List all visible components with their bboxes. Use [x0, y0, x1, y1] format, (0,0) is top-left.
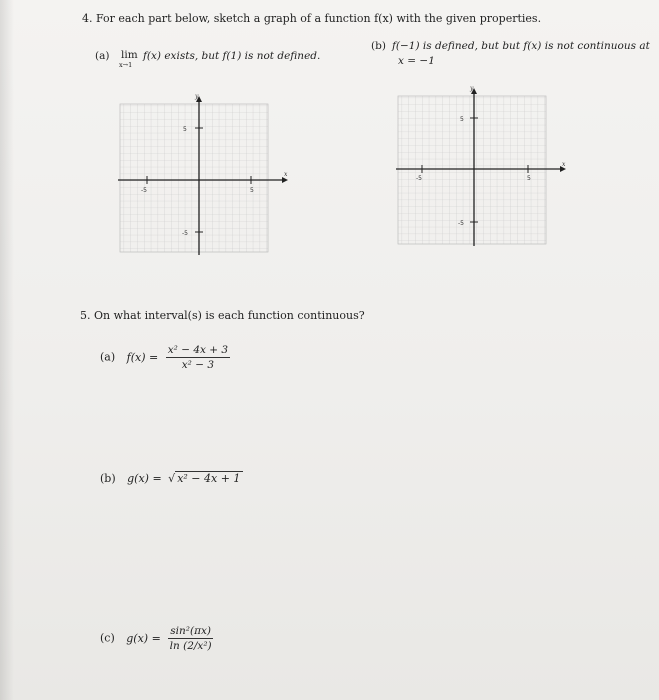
graph-a-label-xneg5: -5 — [141, 187, 147, 194]
problem-4a-label: (a) — [95, 50, 110, 62]
graph-a-grid — [120, 104, 268, 252]
problem-5b-label: (b) — [100, 472, 116, 485]
graph-b-label-xneg5: -5 — [416, 175, 422, 182]
problem-5c-label: (c) — [100, 631, 115, 645]
graph-a[interactable] — [110, 92, 290, 257]
problem-4b-condition-line2: x = −1 — [398, 55, 435, 67]
graph-a-label-x5: 5 — [250, 187, 254, 194]
problem-5a-fraction — [166, 344, 230, 371]
problem-5c-lhs: g(x) = — [126, 631, 161, 645]
problem-5-prompt: 5. On what interval(s) is each function continuous? — [80, 309, 365, 322]
graph-b-x-label: x — [562, 161, 566, 168]
problem-4b-label: (b) — [371, 40, 386, 52]
graph-b-label-yneg5: -5 — [458, 220, 464, 227]
problem-5b-lhs: g(x) = — [127, 472, 162, 485]
problem-5b-radicand: x² − 4x + 1 — [175, 471, 243, 485]
graph-a-label-yneg5: -5 — [182, 230, 188, 237]
problem-5a-numerator: x² − 4x + 3 — [167, 344, 229, 356]
problem-4-prompt: 4. For each part below, sketch a graph of a function f(x) with the given properties. — [82, 12, 542, 25]
problem-5b — [100, 472, 243, 485]
problem-5a-lhs: f(x) = — [126, 350, 159, 364]
graph-b-label-x5: 5 — [527, 175, 531, 182]
graph-a-x-label: x — [284, 171, 288, 178]
graph-b[interactable] — [388, 84, 568, 249]
problem-4a-condition: f(x) exists, but f(1) is not defined. — [143, 50, 321, 62]
page-edge-shadow — [0, 0, 14, 700]
problem-4a-lim: lim — [121, 49, 138, 61]
problem-4a-lim-subscript: x→1 — [119, 61, 133, 69]
problem-4b-condition: f(−1) is defined, but but f(x) is not continuous at — [392, 40, 650, 52]
sqrt-symbol-icon: √ — [168, 472, 176, 485]
graph-a-label-y5: 5 — [183, 126, 187, 133]
problem-5c-numerator: sin²(πx) — [170, 625, 212, 637]
graph-b-y-label: y — [470, 85, 474, 92]
problem-5a-label: (a) — [100, 350, 116, 364]
problem-5c-fraction — [168, 625, 213, 652]
graph-a-y-label: y — [195, 93, 199, 100]
problem-5c — [100, 625, 213, 652]
problem-5a — [100, 344, 230, 371]
graph-b-label-y5: 5 — [460, 116, 464, 123]
problem-5c-denominator: ln (2/x²) — [169, 640, 212, 652]
problem-5a-denominator: x² − 3 — [181, 359, 215, 371]
